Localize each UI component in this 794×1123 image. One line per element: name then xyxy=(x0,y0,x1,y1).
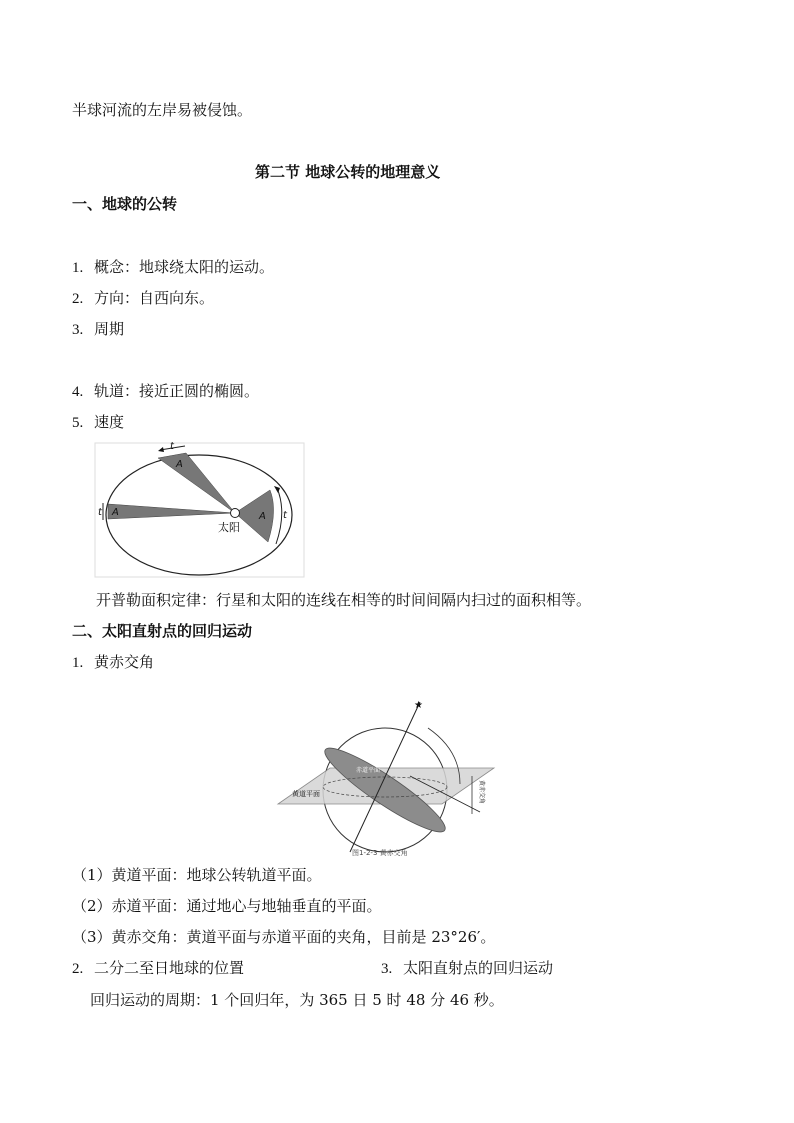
area-label-right: A xyxy=(259,511,266,522)
area-label-top: A xyxy=(176,459,183,470)
swept-area-top xyxy=(158,453,235,513)
sun-label: 太阳 xyxy=(218,521,240,534)
list-item-number: 4. xyxy=(72,384,84,400)
ecliptic-diagram xyxy=(270,692,500,862)
list-item xyxy=(72,412,124,433)
section-title: 第二节 地球公转的地理意义 xyxy=(255,163,441,181)
definition-equator-plane: （2）赤道平面：通过地心与地轴垂直的平面。 xyxy=(72,897,382,915)
angle-label: 黄赤交角 xyxy=(478,780,485,805)
list-item-number: 3. xyxy=(381,961,393,977)
list-item xyxy=(72,381,259,402)
heading-solar-migration: 二、太阳直射点的回归运动 xyxy=(72,622,253,640)
list-item xyxy=(72,288,214,309)
area-label-left: A xyxy=(112,507,119,518)
list-item-text: 黄赤交角 xyxy=(94,653,155,671)
list-item-text: 方向：自西向东。 xyxy=(94,289,215,307)
list-item-text: 周期 xyxy=(94,320,125,338)
sun-dot xyxy=(231,509,240,518)
list-item-text: 速度 xyxy=(94,413,125,431)
period-text: 回归运动的周期：1 个回归年，为 365 日 5 时 48 分 46 秒。 xyxy=(90,991,504,1009)
time-label-top: t xyxy=(170,441,174,452)
list-item-text: 二分二至日地球的位置 xyxy=(94,959,245,977)
figure-caption: 图1-2-3 黄赤交角 xyxy=(352,849,408,857)
list-item-number: 5. xyxy=(72,415,84,431)
list-item xyxy=(72,319,124,340)
list-item xyxy=(72,257,274,278)
list-item-text: 概念：地球绕太阳的运动。 xyxy=(94,258,275,276)
list-item-number: 2. xyxy=(72,291,84,307)
list-item-number: 2. xyxy=(72,961,84,977)
list-item-number: 1. xyxy=(72,260,84,276)
intro-text: 半球河流的左岸易被侵蚀。 xyxy=(72,101,253,119)
time-marker-right xyxy=(276,488,282,544)
swept-area-right xyxy=(235,490,274,542)
definition-ecliptic-plane: （1）黄道平面：地球公转轨道平面。 xyxy=(72,866,322,884)
list-item-number: 1. xyxy=(72,655,84,671)
kepler-law-text: 开普勒面积定律：行星和太阳的连线在相等的时间间隔内扫过的面积相等。 xyxy=(96,591,592,609)
arrow-top xyxy=(158,447,164,452)
list-item xyxy=(381,958,553,979)
list-item xyxy=(72,652,154,673)
star-icon: ★ xyxy=(414,700,423,711)
ecliptic-plane-label: 黄道平面 xyxy=(292,790,320,798)
list-item-number: 3. xyxy=(72,322,84,338)
arrow-right xyxy=(274,486,280,493)
definition-obliquity: （3）黄赤交角：黄道平面与赤道平面的夹角，目前是 23°26′。 xyxy=(72,928,496,946)
list-item xyxy=(72,958,244,979)
time-label-right: t xyxy=(283,510,287,521)
equator-plane-label: 赤道平面 xyxy=(356,767,381,774)
swept-area-left xyxy=(108,504,235,519)
heading-revolution: 一、地球的公转 xyxy=(72,195,178,213)
time-label-left: t xyxy=(98,507,102,518)
kepler-diagram xyxy=(92,440,307,580)
list-item-text: 太阳直射点的回归运动 xyxy=(403,959,554,977)
list-item-text: 轨道：接近正圆的椭圆。 xyxy=(94,382,260,400)
